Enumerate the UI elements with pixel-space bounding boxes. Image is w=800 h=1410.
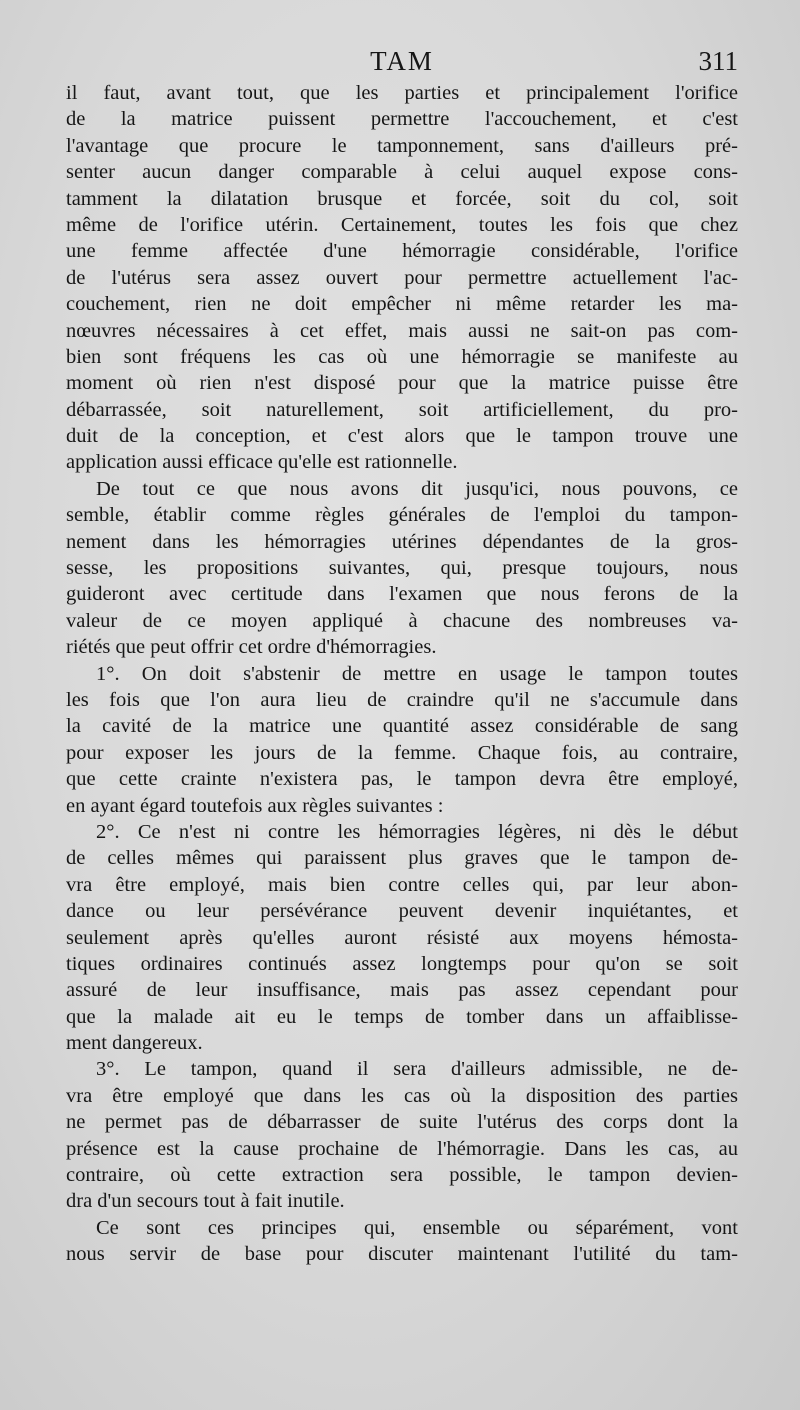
page-header: [66, 46, 738, 80]
text-line: assuré de leur insuffisance, mais pas assez cependant pour: [66, 979, 738, 1002]
text-line: 2°. Ce n'est ni contre les hémorragies légères, ni dès le début: [96, 820, 738, 843]
text-line: seulement après qu'elles auront résisté aux moyens hémosta-: [66, 926, 738, 949]
text-line: une femme affectée d'une hémorragie considérable, l'orifice: [66, 240, 738, 263]
text-line: que la malade ait eu le temps de tomber dans un affaiblisse-: [66, 1005, 738, 1028]
text-line: tamment la dilatation brusque et forcée, soit du col, soit: [66, 187, 738, 210]
text-line: De tout ce que nous avons dit jusqu'ici, nous pouvons, ce: [96, 477, 738, 500]
text-line: moment où rien n'est disposé pour que la matrice puisse être: [66, 372, 738, 395]
text-line: contraire, où cette extraction sera possible, le tampon devien-: [66, 1164, 738, 1187]
text-line: vra être employé que dans les cas où la disposition des parties: [66, 1084, 738, 1107]
text-line: de l'utérus sera assez ouvert pour permettre actuellement l'ac-: [66, 266, 738, 289]
text-line: valeur de ce moyen appliqué à chacune des nombreuses va-: [66, 609, 738, 632]
text-line: il faut, avant tout, que les parties et principalement l'orifice: [66, 82, 738, 104]
text-line: dance ou leur persévérance peuvent devenir inquiétantes, et: [66, 900, 738, 923]
text-line: la cavité de la matrice une quantité assez considérable de sang: [66, 715, 738, 738]
text-line: guideront avec certitude dans l'examen que nous ferons de la: [66, 583, 738, 606]
text-line: 1°. On doit s'abstenir de mettre en usage le tampon toutes: [96, 662, 738, 685]
text-line: de celles mêmes qui paraissent plus graves que le tampon de-: [66, 847, 738, 870]
text-line: nement dans les hémorragies utérines dépendantes de la gros-: [66, 530, 738, 553]
text-line: de la matrice puissent permettre l'accouchement, et c'est: [66, 108, 738, 131]
text-line: pour exposer les jours de la femme. Chaque fois, au contraire,: [66, 741, 738, 764]
text-line: que cette crainte n'existera pas, le tampon devra être employé,: [66, 768, 738, 791]
text-line: les fois que l'on aura lieu de craindre qu'il ne s'accumule dans: [66, 688, 738, 711]
text-line: débarrassée, soit naturellement, soit artificiellement, du pro-: [66, 398, 738, 421]
text-line: bien sont fréquens les cas où une hémorragie se manifeste au: [66, 345, 738, 368]
text-line: ment dangereux.: [66, 1032, 203, 1055]
text-line: nœuvres nécessaires à cet effet, mais aussi ne sait-on pas com-: [66, 319, 738, 342]
text-line: nous servir de base pour discuter maintenant l'utilité du tam-: [66, 1243, 738, 1266]
text-line: sesse, les propositions suivantes, qui, presque toujours, nous: [66, 557, 738, 580]
paragraph: [66, 476, 738, 661]
paragraph: [66, 1215, 738, 1268]
text-line: duit de la conception, et c'est alors que le tampon trouve une: [66, 425, 738, 448]
text-line: semble, établir comme règles générales de l'emploi du tampon-: [66, 504, 738, 527]
text-line: en ayant égard toutefois aux règles suivantes :: [66, 794, 444, 817]
text-line: l'avantage que procure le tamponnement, sans d'ailleurs pré-: [66, 134, 738, 157]
text-line: 3°. Le tampon, quand il sera d'ailleurs admissible, ne de-: [96, 1058, 738, 1081]
text-line: couchement, rien ne doit empêcher ni même retarder les ma-: [66, 293, 738, 316]
text-line: tiques ordinaires continués assez longtemps pour qu'on se soit: [66, 952, 738, 975]
paragraph: [66, 80, 738, 476]
text-line: vra être employé, mais bien contre celles qui, par leur abon-: [66, 873, 738, 896]
text-line: application aussi efficace qu'elle est rationnelle.: [66, 451, 458, 474]
numbered-rule-2: [66, 819, 738, 1057]
text-line: dra d'un secours tout à fait inutile.: [66, 1190, 345, 1213]
page-number: 311: [698, 46, 738, 76]
numbered-rule-3: [66, 1056, 738, 1214]
running-head: TAM: [370, 46, 434, 76]
text-line: senter aucun danger comparable à celui auquel expose cons-: [66, 161, 738, 184]
text-line: ne permet pas de débarrasser de suite l'utérus des corps dont la: [66, 1111, 738, 1134]
text-line: même de l'orifice utérin. Certainement, toutes les fois que chez: [66, 213, 738, 236]
text-line: présence est la cause prochaine de l'hémorragie. Dans les cas, au: [66, 1137, 738, 1160]
text-line: Ce sont ces principes qui, ensemble ou séparément, vont: [96, 1216, 738, 1239]
numbered-rule-1: [66, 661, 738, 819]
body-text: [66, 80, 738, 1268]
text-line: riétés que peut offrir cet ordre d'hémorragies.: [66, 636, 437, 659]
